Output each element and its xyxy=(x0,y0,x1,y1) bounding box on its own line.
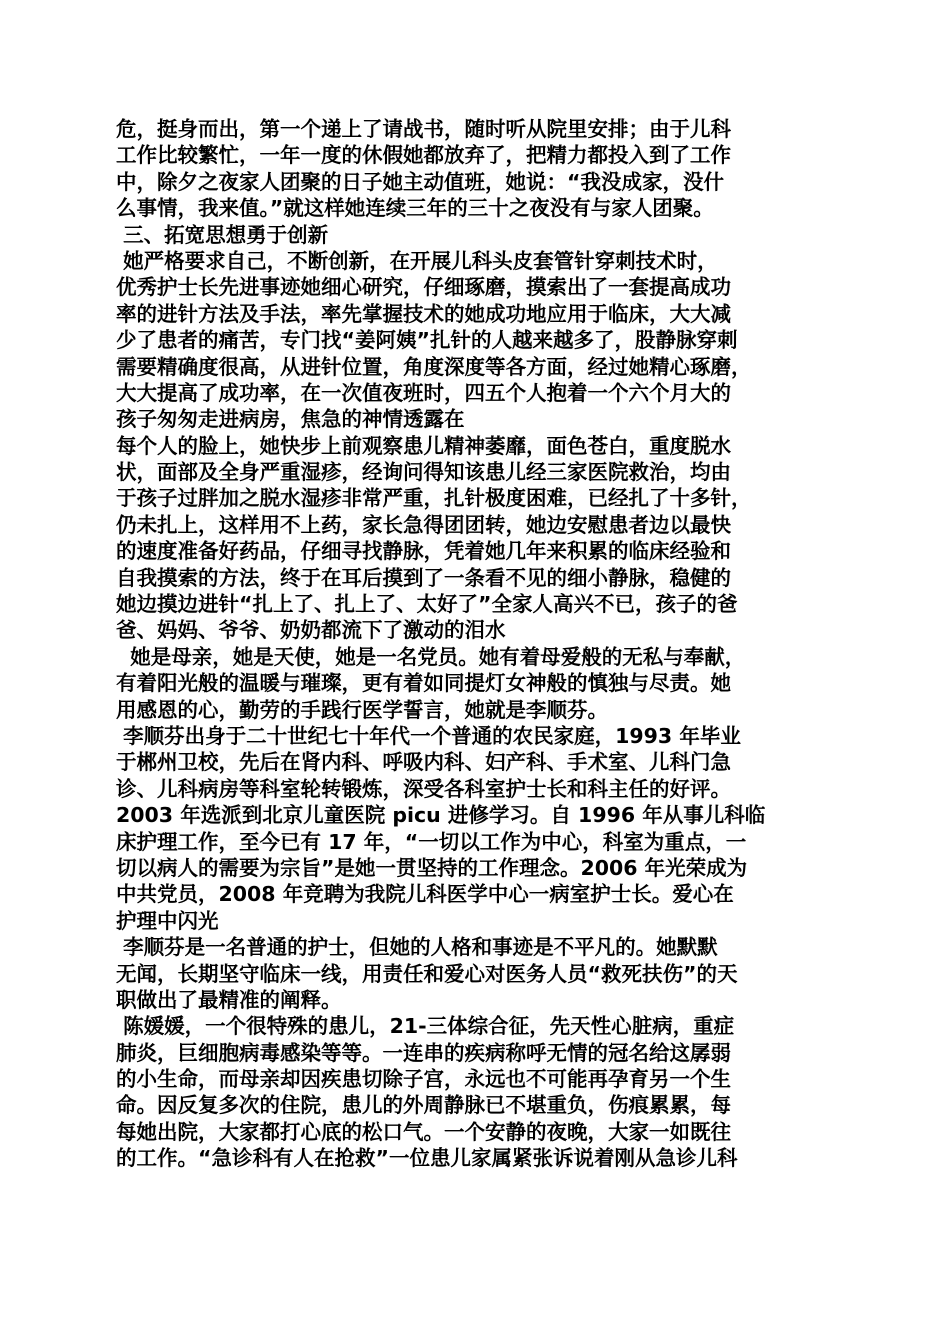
text-line: 李顺芬是一名普通的护士，但她的人格和事迹是不平凡的。她默默 xyxy=(116,935,718,960)
text-line: 她边摸边进针“扎上了、扎上了、太好了”全家人高兴不已，孩子的爸 xyxy=(116,592,738,617)
text-line: 护理中闪光 xyxy=(116,908,219,933)
text-line: 少了患者的痛苦，专门找“姜阿姨”扎针的人越来越多了，股静脉穿刺 xyxy=(116,328,738,353)
text-line: 需要精确度很高，从进针位置，角度深度等各方面，经过她精心琢磨， xyxy=(116,354,752,379)
text-line: 中，除夕之夜家人团聚的日子她主动值班，她说：“我没成家，没什 xyxy=(116,169,724,194)
text-line: 孩子匆匆走进病房，焦急的神情透露在 xyxy=(116,407,465,432)
text-line: 命。因反复多次的住院，患儿的外周静脉已不堪重负，伤痕累累，每 xyxy=(116,1093,731,1118)
text-line: 陈媛媛，一个很特殊的患儿，21-三体综合征，先天性心脏病，重症 xyxy=(116,1014,735,1039)
text-line: 有着阳光般的温暖与璀璨，更有着如同提灯女神般的慎独与尽责。她 xyxy=(116,671,731,696)
text-line: 自我摸索的方法，终于在耳后摸到了一条看不见的细小静脉，稳健的 xyxy=(116,565,731,590)
text-line: 的工作。“急诊科有人在抢救”一位患儿家属紧张诉说着刚从急诊儿科 xyxy=(116,1146,738,1171)
section-heading: 三、拓宽思想勇于创新 xyxy=(116,222,329,247)
text-line: 她是母亲，她是天使，她是一名党员。她有着母爱般的无私与奉献， xyxy=(116,644,746,669)
text-line: 的小生命，而母亲却因疾患切除子宫，永远也不可能再孕育另一个生 xyxy=(116,1067,731,1092)
text-line: 床护理工作，至今已有 17 年，“一切以工作为中心，科室为重点，一 xyxy=(116,829,747,854)
text-line: 李顺芬出身于二十世纪七十年代一个普通的农民家庭，1993 年毕业 xyxy=(116,723,741,748)
text-line: 工作比较繁忙，一年一度的休假她都放弃了，把精力都投入到了工作 xyxy=(116,143,731,168)
text-line: 每她出院，大家都打心底的松口气。一个安静的夜晚，大家一如既往 xyxy=(116,1119,731,1144)
text-line: 中共党员，2008 年竞聘为我院儿科医学中心一病室护士长。爱心在 xyxy=(116,882,734,907)
text-line: 于孩子过胖加之脱水湿疹非常严重，扎针极度困难，已经扎了十多针， xyxy=(116,486,752,511)
text-line: 诊、儿科病房等科室轮转锻炼，深受各科室护士长和科主任的好评。 xyxy=(116,776,731,801)
text-line: 么事情，我来值。”就这样她连续三年的三十之夜没有与家人团聚。 xyxy=(116,196,714,221)
text-line: 她严格要求自己，不断创新，在开展儿科头皮套管针穿刺技术时， xyxy=(116,248,718,273)
text-line: 的速度准备好药品，仔细寻找静脉，凭着她几年来积累的临床经验和 xyxy=(116,539,731,564)
text-line: 肺炎，巨细胞病毒感染等等。一连串的疾病称呼无情的冠名给这孱弱 xyxy=(116,1040,731,1065)
text-line: 无闻，长期坚守临床一线，用责任和爱心对医务人员“救死扶伤”的天 xyxy=(116,961,738,986)
text-line: 每个人的脸上，她快步上前观察患儿精神萎靡，面色苍白，重度脱水 xyxy=(116,433,731,458)
text-line: 切以病人的需要为宗旨”是她一贯坚持的工作理念。2006 年光荣成为 xyxy=(116,855,748,880)
text-line: 大大提高了成功率，在一次值夜班时，四五个人抱着一个六个月大的 xyxy=(116,380,731,405)
text-line: 于郴州卫校，先后在肾内科、呼吸内科、妇产科、手术室、儿科门急 xyxy=(116,750,731,775)
text-line: 优秀护士长先进事迹她细心研究，仔细琢磨，摸索出了一套提高成功 xyxy=(116,275,731,300)
text-line: 率的进针方法及手法，率先掌握技术的她成功地应用于临床，大大减 xyxy=(116,301,731,326)
text-line: 状，面部及全身严重湿疹，经询问得知该患儿经三家医院救治，均由 xyxy=(116,460,731,485)
text-line: 危，挺身而出，第一个递上了请战书，随时听从院里安排；由于儿科 xyxy=(116,117,731,141)
text-line: 职做出了最精准的阐释。 xyxy=(116,987,342,1012)
text-line: 用感恩的心，勤劳的手践行医学誓言，她就是李顺芬。 xyxy=(116,697,608,722)
document-body xyxy=(116,116,846,1172)
text-line: 爸、妈妈、爷爷、奶奶都流下了激动的泪水 xyxy=(116,618,506,643)
text-line: 仍未扎上，这样用不上药，家长急得团团转，她边安慰患者边以最快 xyxy=(116,512,731,537)
text-line: 2003 年选派到北京儿童医院 picu 进修学习。自 1996 年从事儿科临 xyxy=(116,803,766,828)
